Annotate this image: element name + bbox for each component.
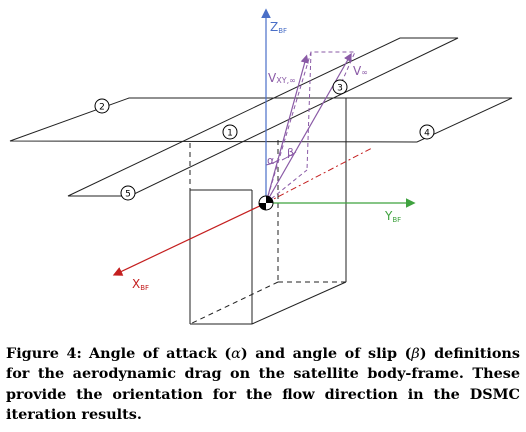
- x-axis-label: XBF: [132, 277, 150, 292]
- z-axis-label: ZBF: [270, 20, 288, 35]
- caption-text-3: ) definitions for the aerodynamic drag on the satellite body-frame. These provide the orientation for the flow direction in the DSMC iteration results.: [6, 345, 520, 423]
- figure-caption: [6, 344, 520, 425]
- svg-text:5: 5: [125, 189, 131, 200]
- svg-text:2: 2: [99, 102, 105, 113]
- center-of-mass-marker: [259, 196, 273, 210]
- marker-4: [420, 125, 434, 139]
- satellite-body-box: [190, 98, 346, 324]
- marker-3: [333, 80, 347, 94]
- v-xy-inf-label: VXY,∞: [268, 71, 296, 85]
- svg-text:4: 4: [424, 128, 430, 139]
- y-axis-label: YBF: [385, 209, 402, 224]
- beta-label: β: [287, 146, 295, 159]
- v-inf-label: V∞: [353, 64, 368, 78]
- marker-5: [121, 186, 135, 200]
- marker-2: [95, 99, 109, 113]
- caption-beta: β: [411, 346, 420, 362]
- solar-panel-diagonal: [68, 38, 458, 196]
- caption-alpha: α: [231, 346, 241, 362]
- figure-label: Figure 4:: [6, 345, 82, 362]
- marker-1: [223, 125, 237, 139]
- caption-text-2: ) and angle of slip (: [240, 345, 412, 362]
- svg-text:1: 1: [227, 128, 233, 139]
- svg-text:3: 3: [337, 83, 343, 94]
- satellite-body-hidden-edges: [190, 140, 346, 324]
- x-axis: [116, 203, 266, 274]
- alpha-label: α: [267, 154, 275, 167]
- caption-text-1: Angle of attack (: [88, 345, 232, 362]
